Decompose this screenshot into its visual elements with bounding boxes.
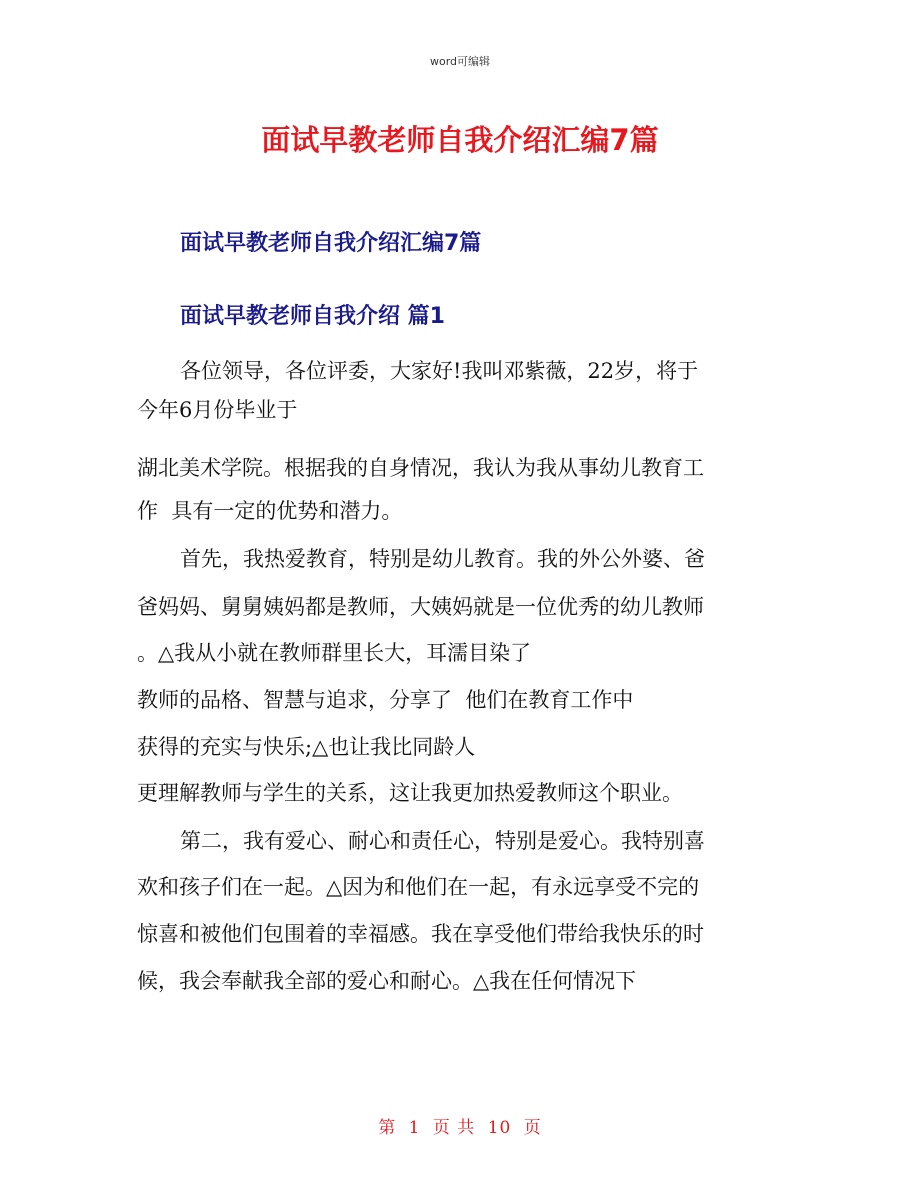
footer-middle: 页 共 — [432, 1118, 476, 1138]
body-line: 第二，我有爱心、耐心和责任心，特别是爱心。我特别喜 — [180, 829, 705, 853]
body-line: 作 具有一定的优势和潜力。 — [137, 499, 403, 523]
body-line: 。△我从小就在教师群里长大，耳濡目染了 — [137, 641, 532, 665]
body-line: 教师的品格、智慧与追求，分享了 他们在教育工作中 — [137, 688, 634, 712]
header-note: word可编辑 — [429, 55, 491, 68]
body-line: 湖北美术学院。根据我的自身情况，我认为我从事幼儿教育工 — [137, 456, 704, 480]
body-line: 今年6月份毕业于 — [137, 398, 298, 422]
document-title: 面试早教老师自我介绍汇编7篇 — [261, 123, 659, 157]
section-heading: 面试早教老师自我介绍 篇1 — [180, 304, 445, 329]
body-line: 候，我会奉献我全部的爱心和耐心。△我在任何情况下 — [137, 969, 637, 993]
page-footer — [0, 1113, 920, 1138]
body-line: 爸妈妈、舅舅姨妈都是教师，大姨妈就是一位优秀的幼儿教师 — [137, 595, 704, 619]
document-subtitle: 面试早教老师自我介绍汇编7篇 — [180, 231, 482, 256]
body-line: 惊喜和被他们包围着的幸福感。我在享受他们带给我快乐的时 — [137, 922, 704, 946]
footer-prefix: 第 — [378, 1118, 397, 1138]
body-line: 欢和孩子们在一起。△因为和他们在一起，有永远享受不完的 — [137, 875, 700, 899]
body-line: 各位领导，各位评委，大家好!我叫邓紫薇，22岁，将于 — [180, 359, 699, 383]
body-line: 首先，我热爱教育，特别是幼儿教育。我的外公外婆、爸 — [180, 547, 705, 571]
footer-page-number: 1 — [408, 1118, 421, 1138]
footer-suffix: 页 — [523, 1118, 542, 1138]
footer-total-pages: 10 — [487, 1118, 512, 1138]
body-line: 获得的充实与快乐;△也让我比同龄人 — [137, 735, 476, 759]
body-line: 更理解教师与学生的关系，这让我更加热爱教师这个职业。 — [137, 781, 683, 805]
